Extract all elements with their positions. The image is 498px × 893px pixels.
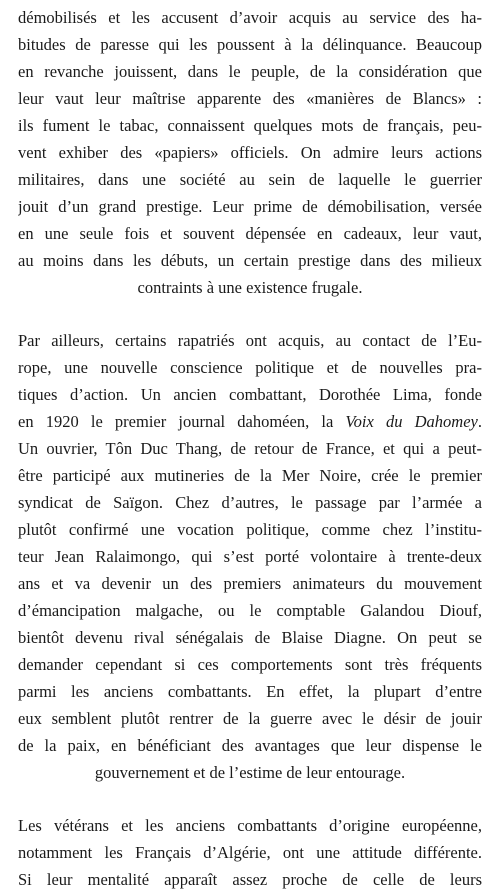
text-line: au moins dans les débuts, un certain prestige dans des milieux xyxy=(18,251,482,270)
text-line: tiques d’action. Un ancien combattant, Dorothée Lima, fonde xyxy=(18,385,482,404)
paragraph xyxy=(18,4,482,301)
text-line: Par ailleurs, certains rapatriés ont acquis, au contact de l’Eu- xyxy=(18,331,482,350)
text-segment: . xyxy=(477,412,482,431)
text-line: eux semblent plutôt rentrer de la guerre avec le désir de jouir xyxy=(18,709,482,728)
text-line: ans et va devenir un des premiers animateurs du mouvement xyxy=(18,574,482,593)
paragraph xyxy=(18,812,482,893)
paragraph-gap xyxy=(18,786,482,812)
paragraph-gap xyxy=(18,301,482,327)
text-line: plutôt confirmé une vocation politique, comme chez l’institu- xyxy=(18,520,482,539)
text-line: bientôt devenu rival sénégalais de Blaise Diagne. On peut se xyxy=(18,628,482,647)
text-line: rope, une nouvelle conscience politique et de nouvelles pra- xyxy=(18,358,482,377)
document-page xyxy=(18,4,482,893)
text-segment: en 1920 le premier journal dahoméen, la xyxy=(18,412,346,431)
text-line: demander cependant si ces comportements sont très fréquents xyxy=(18,655,482,674)
text-line: de la paix, en bénéficiant des avantages que leur dispense le xyxy=(18,736,482,755)
text-line: notamment les Français d’Algérie, ont une attitude différente. xyxy=(18,843,482,862)
text-line: Les vétérans et les anciens combattants d’origine européenne, xyxy=(18,816,482,835)
text-line: syndicat de Saïgon. Chez d’autres, le passage par l’armée a xyxy=(18,493,482,512)
text-line: gouvernement et de l’estime de leur entourage. xyxy=(94,763,406,782)
text-line: démobilisés et les accusent d’avoir acquis au service des ha- xyxy=(18,8,482,27)
text-line: être participé aux mutineries de la Mer Noire, crée le premier xyxy=(18,466,482,485)
text-line: en revanche jouissent, dans le peuple, de la considération que xyxy=(18,62,482,81)
text-line: bitudes de paresse qui les poussent à la délinquance. Beaucoup xyxy=(18,35,482,54)
text-line: Si leur mentalité apparaît assez proche de celle de leurs xyxy=(18,870,482,889)
text-line: d’émancipation malgache, ou le comptable Galandou Diouf, xyxy=(18,601,482,620)
text-line: ils fument le tabac, connaissent quelques mots de français, peu- xyxy=(18,116,482,135)
newspaper-title: Voix du Dahomey xyxy=(345,412,478,431)
text-line: vent exhiber des «papiers» officiels. On admire leurs actions xyxy=(18,143,482,162)
paragraph xyxy=(18,327,482,786)
text-line: en une seule fois et souvent dépensée en cadeaux, leur vaut, xyxy=(18,224,482,243)
text-line: contraints à une existence frugale. xyxy=(137,278,363,297)
text-line xyxy=(18,408,482,435)
text-line: parmi les anciens combattants. En effet, la plupart d’entre xyxy=(18,682,482,701)
text-line: Un ouvrier, Tôn Duc Thang, de retour de France, et qui a peut- xyxy=(18,439,482,458)
text-line: jouit d’un grand prestige. Leur prime de démobilisation, versée xyxy=(18,197,482,216)
text-line: teur Jean Ralaimongo, qui s’est porté volontaire à trente-deux xyxy=(18,547,482,566)
text-line: leur vaut leur maîtrise apparente des «manières de Blancs» : xyxy=(18,89,482,108)
text-line: militaires, dans une société au sein de laquelle le guerrier xyxy=(18,170,482,189)
